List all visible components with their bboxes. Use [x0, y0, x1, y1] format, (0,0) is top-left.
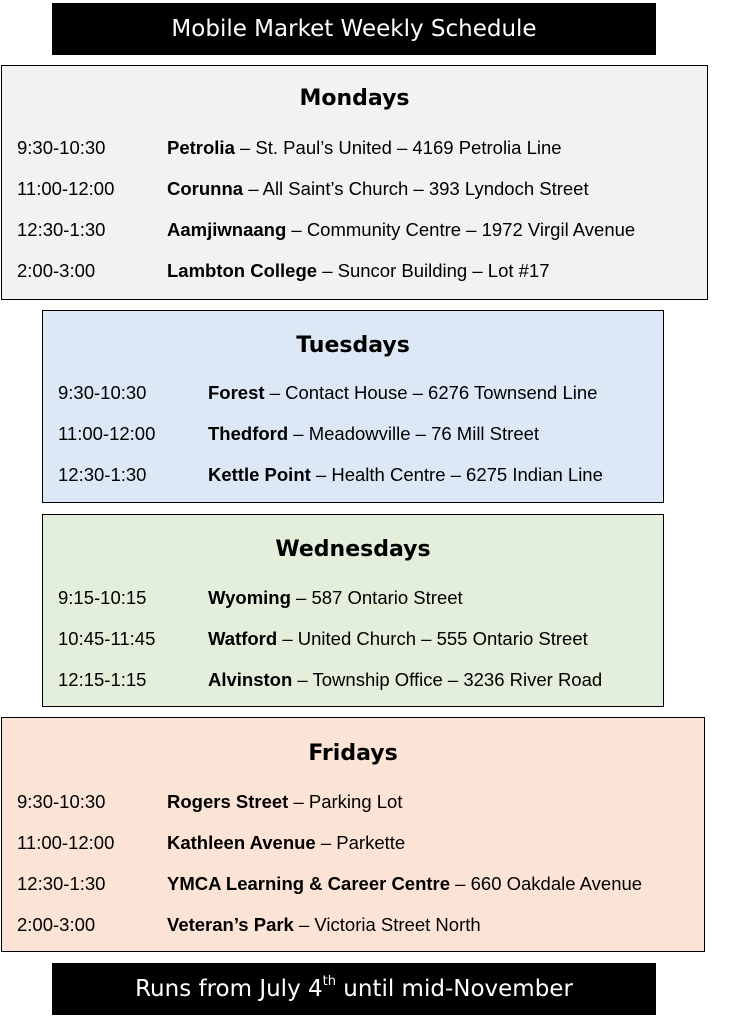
schedule-row	[58, 584, 663, 612]
title-text: Mobile Market Weekly Schedule	[171, 16, 537, 42]
row-place: YMCA Learning & Career Centre	[167, 873, 451, 894]
row-detail: – St. Paul’s United – 4169 Petrolia Line	[234, 137, 562, 158]
footer-text	[135, 976, 573, 1002]
schedule-row	[58, 461, 663, 489]
row-detail: – Township Office – 3236 River Road	[292, 669, 603, 690]
day-heading: Wednesdays	[275, 537, 431, 562]
row-place: Corunna	[167, 178, 244, 199]
row-detail: – Contact House – 6276 Townsend Line	[264, 382, 598, 403]
row-detail: – Meadowville – 76 Mill Street	[288, 423, 540, 444]
row-place: Rogers Street	[167, 791, 289, 812]
row-place: Watford	[208, 628, 278, 649]
section-mondays	[1, 65, 708, 300]
row-place: Petrolia	[167, 137, 235, 158]
schedule-row	[58, 420, 663, 448]
row-place: Thedford	[208, 423, 289, 444]
row-place: Wyoming	[208, 587, 291, 608]
row-time: 12:30-1:30	[17, 873, 106, 894]
schedule-row	[17, 216, 707, 244]
schedule-row	[17, 788, 705, 816]
page-title	[52, 3, 656, 55]
schedule-row	[17, 175, 707, 203]
row-detail: – Community Centre – 1972 Virgil Avenue	[286, 219, 636, 240]
row-place: Aamjiwnaang	[167, 219, 287, 240]
row-time: 11:00-12:00	[58, 423, 156, 444]
footer-banner	[52, 963, 656, 1015]
section-wednesdays	[42, 514, 664, 707]
row-time: 12:30-1:30	[17, 219, 106, 240]
schedule-row	[17, 911, 705, 939]
footer-text-before: Runs from July 4	[135, 976, 323, 1002]
row-detail: – Health Centre – 6275 Indian Line	[310, 464, 603, 485]
row-place: Kettle Point	[208, 464, 311, 485]
schedule-row	[17, 829, 705, 857]
row-place: Forest	[208, 382, 265, 403]
row-place: Veteran’s Park	[167, 914, 294, 935]
schedule-row	[17, 134, 707, 162]
row-detail: – Parkette	[315, 832, 406, 853]
row-detail: – Parking Lot	[288, 791, 403, 812]
schedule-row	[17, 870, 705, 898]
row-time: 2:00-3:00	[17, 914, 96, 935]
row-time: 9:30-10:30	[58, 382, 147, 403]
row-time: 9:30-10:30	[17, 791, 106, 812]
schedule-row	[58, 666, 663, 694]
row-time: 9:30-10:30	[17, 137, 106, 158]
row-detail: – Victoria Street North	[293, 914, 481, 935]
footer-superscript: th	[322, 974, 336, 989]
row-time: 11:00-12:00	[17, 178, 115, 199]
schedule-row	[58, 379, 663, 407]
row-detail: – Suncor Building – Lot #17	[317, 260, 550, 281]
row-detail: – 587 Ontario Street	[290, 587, 463, 608]
row-time: 10:45-11:45	[58, 628, 156, 649]
row-detail: – All Saint’s Church – 393 Lyndoch Street	[243, 178, 589, 199]
row-place: Kathleen Avenue	[167, 832, 316, 853]
schedule-row	[17, 257, 707, 285]
row-detail: – United Church – 555 Ontario Street	[277, 628, 588, 649]
row-time: 9:15-10:15	[58, 587, 147, 608]
schedule-row	[58, 625, 663, 653]
row-time: 2:00-3:00	[17, 260, 96, 281]
row-time: 11:00-12:00	[17, 832, 115, 853]
day-heading: Tuesdays	[296, 333, 410, 358]
row-time: 12:15-1:15	[58, 669, 147, 690]
row-detail: – 660 Oakdale Avenue	[450, 873, 643, 894]
row-place: Alvinston	[208, 669, 293, 690]
section-fridays	[1, 717, 705, 952]
section-tuesdays	[42, 310, 664, 503]
row-place: Lambton College	[167, 260, 318, 281]
day-heading: Mondays	[299, 86, 410, 111]
day-heading: Fridays	[308, 741, 398, 766]
row-time: 12:30-1:30	[58, 464, 147, 485]
footer-text-after: until mid-November	[335, 976, 573, 1002]
